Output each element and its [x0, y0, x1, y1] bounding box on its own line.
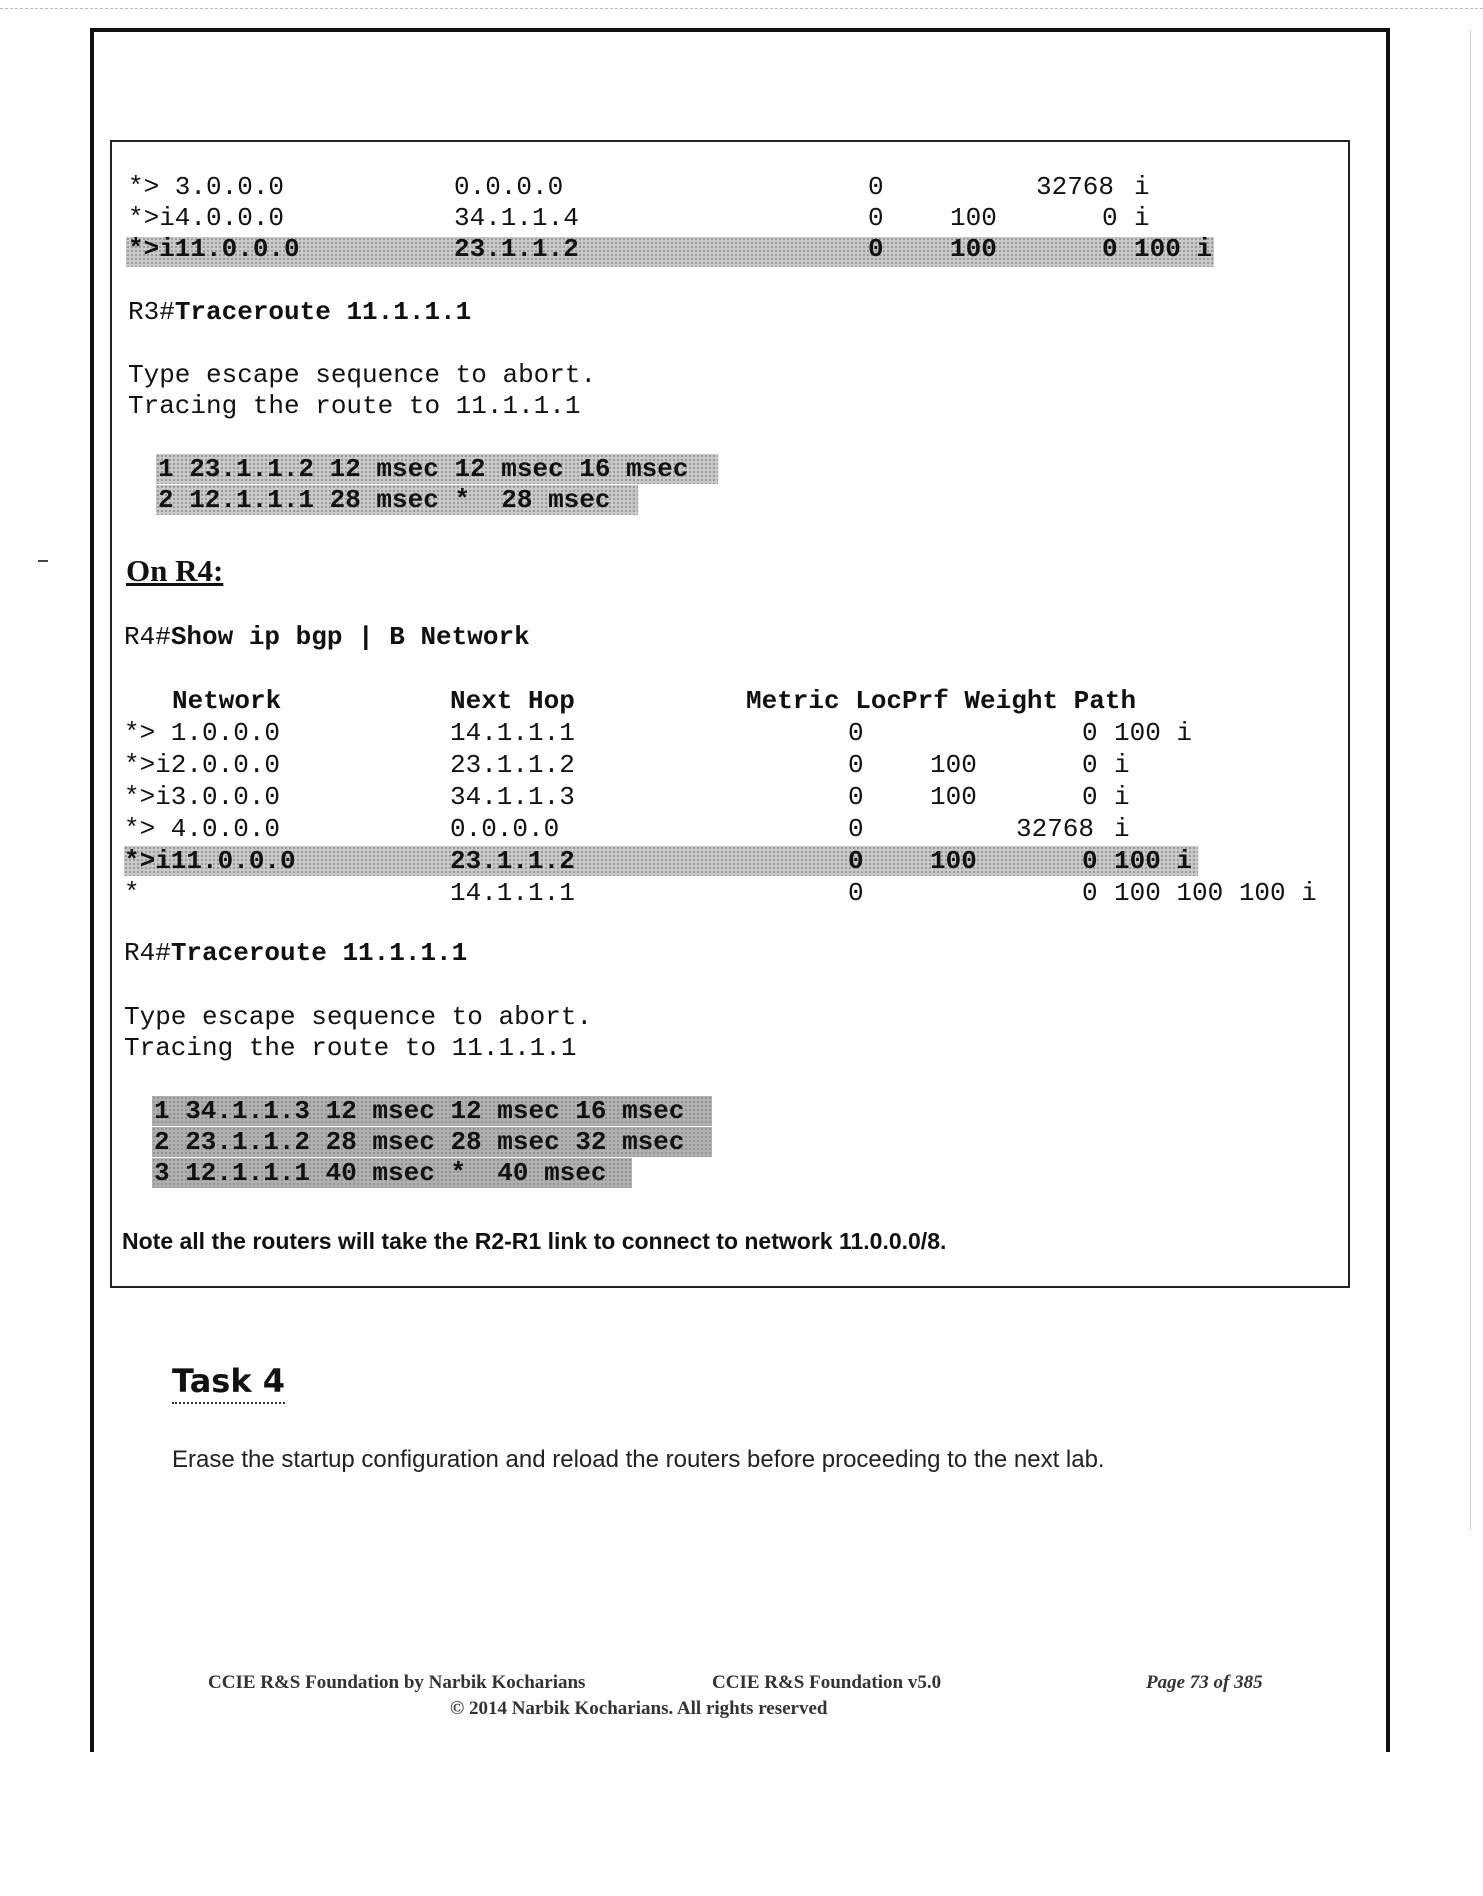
row-weight: 0 — [1082, 782, 1098, 812]
row-locprf: 100 — [930, 782, 977, 812]
r4-traceroute-command — [124, 938, 467, 969]
footer-page-number: Page 73 of 385 — [1146, 1672, 1263, 1693]
row-next-hop: 34.1.1.3 — [450, 782, 575, 812]
row-next-hop: 14.1.1.1 — [450, 878, 575, 908]
row-network: *>i3.0.0.0 — [124, 782, 281, 812]
task-text: Erase the startup configuration and reload the routers before proceeding to the next lab. — [172, 1446, 1105, 1473]
traceroute-hop: 3 12.1.1.1 40 msec * 40 msec — [154, 1158, 607, 1188]
row-next-hop: 23.1.1.2 — [450, 846, 575, 876]
row-metric: 0 — [868, 172, 884, 202]
row-next-hop: 14.1.1.1 — [450, 718, 575, 748]
row-weight: 0 — [1102, 203, 1118, 233]
row-path: i — [1114, 814, 1130, 844]
r3-traceroute-command — [128, 297, 471, 328]
traceroute-hop: 2 12.1.1.1 28 msec * 28 msec — [158, 485, 611, 515]
row-metric: 0 — [848, 782, 864, 812]
row-path: i — [1114, 750, 1130, 780]
row-network: *>i4.0.0.0 — [128, 203, 285, 233]
tracing-line: Tracing the route to 11.1.1.1 — [128, 391, 581, 421]
row-weight: 32768 — [1036, 172, 1115, 202]
row-network: *>i11.0.0.0 — [128, 234, 300, 264]
row-network: *>i11.0.0.0 — [124, 846, 296, 876]
section-heading-r4: On R4: — [126, 553, 224, 588]
row-weight: 0 — [1102, 234, 1118, 264]
task-heading: Task 4 — [172, 1362, 285, 1404]
header-network: Network — [172, 686, 282, 716]
row-next-hop: 0.0.0.0 — [450, 814, 560, 844]
note-text: Note all the routers will take the R2-R1 link to connect to network 11.0.0.0/8. — [122, 1228, 947, 1254]
command-text: Traceroute 11.1.1.1 — [174, 297, 472, 327]
row-locprf: 100 — [930, 846, 977, 876]
row-weight: 0 — [1082, 878, 1098, 908]
header-metric-locprf-weight-path: Metric LocPrf Weight Path — [746, 686, 1137, 716]
row-weight: 0 — [1082, 750, 1098, 780]
row-path: i — [1134, 203, 1150, 233]
row-path: 100 i — [1114, 846, 1193, 876]
footer-author: CCIE R&S Foundation by Narbik Kocharians — [208, 1672, 586, 1693]
row-path: 100 i — [1114, 718, 1193, 748]
row-network: *> 1.0.0.0 — [124, 718, 281, 748]
row-network: *> 3.0.0.0 — [128, 172, 285, 202]
scan-artifact-top-line — [0, 8, 1483, 9]
row-metric: 0 — [848, 878, 864, 908]
escape-line: Type escape sequence to abort. — [124, 1002, 593, 1032]
row-metric: 0 — [848, 718, 864, 748]
header-next-hop: Next Hop — [450, 686, 575, 716]
row-next-hop: 34.1.1.4 — [454, 203, 579, 233]
traceroute-hop: 2 23.1.1.2 28 msec 28 msec 32 msec — [154, 1127, 685, 1157]
row-metric: 0 — [848, 846, 864, 876]
footer-edition: CCIE R&S Foundation v5.0 — [712, 1672, 942, 1693]
row-path: 100 i — [1134, 234, 1213, 264]
scan-artifact-tick — [38, 560, 48, 562]
prompt: R4# — [124, 622, 171, 652]
r4-bgp-command — [124, 622, 530, 653]
command-text: Traceroute 11.1.1.1 — [170, 938, 468, 968]
row-next-hop: 23.1.1.2 — [450, 750, 575, 780]
row-weight: 32768 — [1016, 814, 1095, 844]
row-network: *> 4.0.0.0 — [124, 814, 281, 844]
prompt: R4# — [124, 938, 171, 968]
escape-line: Type escape sequence to abort. — [128, 360, 597, 390]
traceroute-hop: 1 34.1.1.3 12 msec 12 msec 16 msec — [154, 1096, 685, 1126]
footer-copyright: © 2014 Narbik Kocharians. All rights reserved — [450, 1698, 828, 1719]
row-path: i — [1114, 782, 1130, 812]
row-weight: 0 — [1082, 846, 1098, 876]
row-locprf: 100 — [950, 234, 997, 264]
row-metric: 0 — [848, 750, 864, 780]
command-text: Show ip bgp | B Network — [170, 622, 530, 652]
row-weight: 0 — [1082, 718, 1098, 748]
row-locprf: 100 — [950, 203, 997, 233]
row-next-hop: 23.1.1.2 — [454, 234, 579, 264]
scan-artifact-right-edge — [1470, 30, 1471, 1530]
row-locprf: 100 — [930, 750, 977, 780]
row-metric: 0 — [848, 814, 864, 844]
row-next-hop: 0.0.0.0 — [454, 172, 564, 202]
traceroute-hop: 1 23.1.1.2 12 msec 12 msec 16 msec — [158, 454, 689, 484]
row-network: *>i2.0.0.0 — [124, 750, 281, 780]
row-metric: 0 — [868, 203, 884, 233]
row-path: i — [1134, 172, 1150, 202]
row-metric: 0 — [868, 234, 884, 264]
row-path: 100 100 100 i — [1114, 878, 1317, 908]
row-network: * — [124, 878, 140, 908]
tracing-line: Tracing the route to 11.1.1.1 — [124, 1033, 577, 1063]
prompt: R3# — [128, 297, 175, 327]
